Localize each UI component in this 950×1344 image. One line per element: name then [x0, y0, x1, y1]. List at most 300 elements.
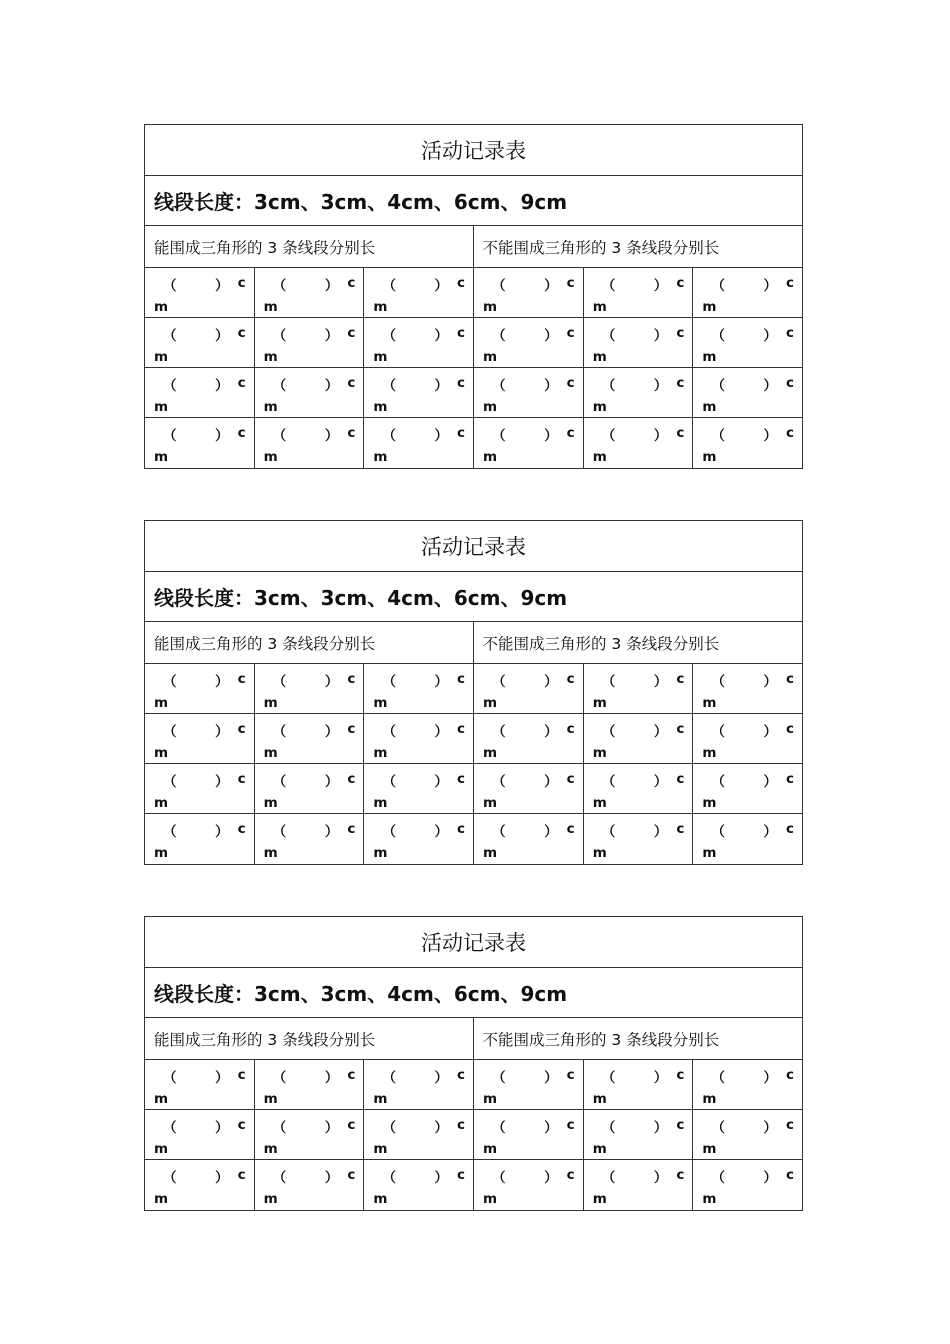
unit-m: m	[373, 1191, 388, 1207]
close-paren: ）	[653, 1120, 668, 1136]
unit-m: m	[483, 1091, 498, 1107]
unit-m: m	[483, 1141, 498, 1157]
length-entry-cell[interactable]	[693, 318, 802, 367]
column-headers	[145, 1018, 802, 1060]
close-paren: ）	[434, 824, 449, 840]
unit-c: c	[237, 275, 246, 291]
close-paren: ）	[215, 774, 229, 790]
length-entry-cell[interactable]	[145, 1060, 255, 1109]
open-paren: （	[492, 724, 506, 740]
unit-m: m	[483, 399, 498, 415]
unit-c: c	[786, 1117, 795, 1133]
unit-m: m	[592, 449, 607, 465]
close-paren: ）	[763, 328, 778, 344]
length-entry-cell[interactable]	[474, 318, 584, 367]
column-headers	[145, 226, 802, 268]
close-paren: ）	[324, 1170, 339, 1186]
close-paren: ）	[434, 1070, 449, 1086]
unit-c: c	[237, 771, 246, 787]
unit-c: c	[786, 671, 795, 687]
length-entry-cell[interactable]	[584, 714, 694, 763]
unit-c: c	[237, 671, 246, 687]
length-entry-cell[interactable]	[364, 664, 474, 713]
open-paren: （	[382, 328, 396, 344]
length-entry-cell[interactable]	[584, 1110, 694, 1159]
unit-m: m	[483, 795, 498, 811]
unit-m: m	[373, 1091, 388, 1107]
unit-m: m	[373, 399, 388, 415]
table-row	[145, 1110, 802, 1160]
length-entry-cell[interactable]	[145, 418, 255, 468]
unit-c: c	[347, 275, 356, 291]
open-paren: （	[382, 724, 396, 740]
unit-c: c	[457, 375, 466, 391]
segment-lengths: 线段长度：3cm、3cm、4cm、6cm、9cm	[145, 572, 802, 622]
open-paren: （	[601, 1120, 616, 1136]
close-paren: ）	[653, 328, 668, 344]
close-paren: ）	[763, 1070, 778, 1086]
unit-c: c	[237, 325, 246, 341]
segment-lengths: 线段长度：3cm、3cm、4cm、6cm、9cm	[145, 176, 802, 226]
unit-c: c	[237, 1167, 246, 1183]
unit-c: c	[786, 275, 795, 291]
unit-m: m	[702, 1091, 717, 1107]
length-entry-cell[interactable]	[145, 714, 255, 763]
close-paren: ）	[434, 1170, 449, 1186]
unit-c: c	[457, 325, 466, 341]
unit-c: c	[566, 425, 575, 441]
open-paren: （	[382, 1070, 396, 1086]
unit-m: m	[483, 349, 498, 365]
open-paren: （	[382, 278, 396, 294]
unit-m: m	[154, 299, 169, 315]
open-paren: （	[711, 328, 725, 344]
length-entry-cell[interactable]	[474, 814, 584, 864]
unit-c: c	[457, 821, 466, 837]
table-row	[145, 418, 802, 468]
length-entry-cell[interactable]	[584, 1160, 694, 1210]
open-paren: （	[163, 328, 177, 344]
length-entry-cell[interactable]	[474, 1110, 584, 1159]
table-row	[145, 764, 802, 814]
length-entry-cell[interactable]	[693, 814, 802, 864]
unit-m: m	[483, 745, 498, 761]
open-paren: （	[601, 1070, 616, 1086]
unit-m: m	[702, 1191, 717, 1207]
open-paren: （	[163, 428, 177, 444]
close-paren: ）	[324, 824, 339, 840]
length-entry-cell[interactable]	[255, 418, 365, 468]
column-headers	[145, 622, 802, 664]
unit-c: c	[347, 375, 356, 391]
close-paren: ）	[215, 674, 229, 690]
length-entry-cell[interactable]	[255, 1060, 365, 1109]
length-entry-cell[interactable]	[584, 664, 694, 713]
unit-m: m	[263, 1091, 278, 1107]
length-entry-cell[interactable]	[693, 368, 802, 417]
open-paren: （	[163, 1170, 177, 1186]
length-entry-cell[interactable]	[255, 714, 365, 763]
length-entry-cell[interactable]	[584, 368, 694, 417]
open-paren: （	[272, 278, 287, 294]
length-entry-cell[interactable]	[693, 268, 802, 317]
unit-m: m	[263, 299, 278, 315]
length-entry-cell[interactable]	[693, 764, 802, 813]
length-entry-cell[interactable]	[474, 714, 584, 763]
open-paren: （	[711, 824, 725, 840]
length-entry-cell[interactable]	[364, 418, 474, 468]
length-entry-cell[interactable]	[145, 268, 255, 317]
unit-c: c	[566, 1167, 575, 1183]
unit-c: c	[237, 1117, 246, 1133]
unit-m: m	[702, 1141, 717, 1157]
close-paren: ）	[434, 1120, 449, 1136]
length-entry-cell[interactable]	[255, 268, 365, 317]
length-entry-cell[interactable]	[255, 318, 365, 367]
length-entry-cell[interactable]	[693, 664, 802, 713]
open-paren: （	[272, 378, 287, 394]
table-row	[145, 1160, 802, 1210]
open-paren: （	[272, 1120, 287, 1136]
close-paren: ）	[215, 428, 229, 444]
unit-m: m	[373, 845, 388, 861]
unit-c: c	[566, 821, 575, 837]
close-paren: ）	[763, 724, 778, 740]
unit-m: m	[702, 349, 717, 365]
length-entry-cell[interactable]	[474, 764, 584, 813]
open-paren: （	[163, 824, 177, 840]
unit-c: c	[457, 771, 466, 787]
close-paren: ）	[653, 774, 668, 790]
unit-m: m	[154, 845, 169, 861]
close-paren: ）	[763, 674, 778, 690]
unit-m: m	[154, 349, 169, 365]
unit-m: m	[702, 449, 717, 465]
unit-m: m	[592, 1141, 607, 1157]
length-entry-cell[interactable]	[364, 764, 474, 813]
length-entry-cell[interactable]	[474, 1060, 584, 1109]
table-row	[145, 318, 802, 368]
unit-m: m	[373, 695, 388, 711]
header-cannot-form-triangle: 不能围成三角形的 3 条线段分别长	[482, 238, 720, 257]
open-paren: （	[492, 1070, 506, 1086]
length-entry-cell[interactable]	[584, 814, 694, 864]
open-paren: （	[382, 1120, 396, 1136]
close-paren: ）	[434, 278, 449, 294]
length-entry-cell[interactable]	[584, 418, 694, 468]
close-paren: ）	[653, 1070, 668, 1086]
close-paren: ）	[324, 1120, 339, 1136]
close-paren: ）	[324, 278, 339, 294]
open-paren: （	[163, 378, 177, 394]
close-paren: ）	[434, 674, 449, 690]
close-paren: ）	[544, 1120, 558, 1136]
unit-m: m	[592, 795, 607, 811]
open-paren: （	[711, 674, 725, 690]
table-row	[145, 814, 802, 864]
length-entry-cell[interactable]	[255, 1110, 365, 1159]
unit-c: c	[676, 721, 685, 737]
close-paren: ）	[763, 278, 778, 294]
length-entry-cell[interactable]	[364, 368, 474, 417]
unit-m: m	[154, 695, 169, 711]
unit-c: c	[676, 275, 685, 291]
close-paren: ）	[763, 1120, 778, 1136]
unit-m: m	[592, 695, 607, 711]
unit-m: m	[592, 1191, 607, 1207]
length-entry-cell[interactable]	[255, 368, 365, 417]
unit-c: c	[457, 425, 466, 441]
activity-record-table	[144, 124, 803, 469]
table-row	[145, 664, 802, 714]
unit-c: c	[457, 1167, 466, 1183]
close-paren: ）	[544, 1070, 558, 1086]
length-entry-cell[interactable]	[255, 664, 365, 713]
open-paren: （	[601, 674, 616, 690]
unit-c: c	[786, 771, 795, 787]
open-paren: （	[272, 824, 287, 840]
unit-c: c	[566, 671, 575, 687]
close-paren: ）	[215, 1170, 229, 1186]
unit-c: c	[676, 325, 685, 341]
open-paren: （	[382, 1170, 396, 1186]
length-entry-cell[interactable]	[364, 814, 474, 864]
unit-c: c	[347, 721, 356, 737]
open-paren: （	[382, 774, 396, 790]
open-paren: （	[382, 824, 396, 840]
table-title: 活动记录表	[145, 521, 802, 572]
length-entry-cell[interactable]	[693, 1160, 802, 1210]
unit-m: m	[263, 349, 278, 365]
close-paren: ）	[653, 1170, 668, 1186]
unit-m: m	[592, 745, 607, 761]
length-entry-cell[interactable]	[693, 714, 802, 763]
unit-c: c	[786, 325, 795, 341]
close-paren: ）	[544, 378, 558, 394]
open-paren: （	[601, 1170, 616, 1186]
close-paren: ）	[653, 278, 668, 294]
length-entry-cell[interactable]	[364, 1160, 474, 1210]
unit-c: c	[566, 771, 575, 787]
length-entry-cell[interactable]	[255, 1160, 365, 1210]
unit-c: c	[237, 425, 246, 441]
unit-m: m	[263, 1141, 278, 1157]
open-paren: （	[711, 724, 725, 740]
close-paren: ）	[763, 774, 778, 790]
open-paren: （	[601, 378, 616, 394]
unit-m: m	[373, 349, 388, 365]
table-row	[145, 714, 802, 764]
length-entry-cell[interactable]	[364, 1110, 474, 1159]
unit-c: c	[347, 425, 356, 441]
open-paren: （	[272, 1070, 287, 1086]
open-paren: （	[711, 774, 725, 790]
length-entry-cell[interactable]	[255, 764, 365, 813]
open-paren: （	[601, 774, 616, 790]
close-paren: ）	[324, 674, 339, 690]
open-paren: （	[163, 278, 177, 294]
open-paren: （	[711, 378, 725, 394]
close-paren: ）	[653, 378, 668, 394]
open-paren: （	[272, 428, 287, 444]
unit-c: c	[786, 721, 795, 737]
close-paren: ）	[324, 774, 339, 790]
length-entry-cell[interactable]	[584, 318, 694, 367]
unit-m: m	[154, 1091, 169, 1107]
unit-c: c	[566, 275, 575, 291]
length-entry-cell[interactable]	[364, 268, 474, 317]
unit-m: m	[154, 745, 169, 761]
open-paren: （	[601, 278, 616, 294]
length-entry-cell[interactable]	[364, 714, 474, 763]
open-paren: （	[492, 278, 506, 294]
unit-c: c	[347, 1117, 356, 1133]
unit-c: c	[676, 671, 685, 687]
header-can-form-triangle: 能围成三角形的 3 条线段分别长	[145, 226, 474, 267]
unit-c: c	[457, 721, 466, 737]
close-paren: ）	[763, 1170, 778, 1186]
unit-m: m	[373, 449, 388, 465]
close-paren: ）	[434, 774, 449, 790]
close-paren: ）	[324, 428, 339, 444]
close-paren: ）	[763, 824, 778, 840]
unit-m: m	[263, 695, 278, 711]
unit-c: c	[566, 721, 575, 737]
length-entry-cell[interactable]	[584, 268, 694, 317]
open-paren: （	[601, 724, 616, 740]
unit-c: c	[457, 1067, 466, 1083]
length-entry-cell[interactable]	[693, 1110, 802, 1159]
unit-m: m	[702, 299, 717, 315]
unit-m: m	[702, 845, 717, 861]
open-paren: （	[711, 428, 725, 444]
open-paren: （	[601, 428, 616, 444]
table-row	[145, 1060, 802, 1110]
length-entry-cell[interactable]	[145, 1160, 255, 1210]
unit-m: m	[592, 845, 607, 861]
length-entry-cell[interactable]	[474, 664, 584, 713]
unit-c: c	[786, 1167, 795, 1183]
close-paren: ）	[215, 278, 229, 294]
length-entry-cell[interactable]	[474, 368, 584, 417]
open-paren: （	[492, 674, 506, 690]
open-paren: （	[492, 1170, 506, 1186]
table-row	[145, 268, 802, 318]
length-entry-cell[interactable]	[474, 268, 584, 317]
close-paren: ）	[544, 724, 558, 740]
unit-c: c	[566, 375, 575, 391]
length-entry-cell[interactable]	[145, 764, 255, 813]
length-entry-cell[interactable]	[364, 1060, 474, 1109]
length-entry-cell[interactable]	[693, 1060, 802, 1109]
length-entry-cell[interactable]	[474, 418, 584, 468]
close-paren: ）	[434, 328, 449, 344]
open-paren: （	[711, 1120, 725, 1136]
open-paren: （	[382, 378, 396, 394]
length-entry-cell[interactable]	[693, 418, 802, 468]
segment-lengths: 线段长度：3cm、3cm、4cm、6cm、9cm	[145, 968, 802, 1018]
close-paren: ）	[434, 724, 449, 740]
unit-m: m	[702, 695, 717, 711]
unit-c: c	[676, 425, 685, 441]
close-paren: ）	[434, 428, 449, 444]
length-entry-cell[interactable]	[145, 368, 255, 417]
open-paren: （	[163, 774, 177, 790]
unit-c: c	[676, 375, 685, 391]
length-entry-cell[interactable]	[145, 318, 255, 367]
unit-c: c	[347, 771, 356, 787]
open-paren: （	[272, 328, 287, 344]
length-entry-cell[interactable]	[584, 764, 694, 813]
unit-m: m	[263, 399, 278, 415]
unit-m: m	[592, 399, 607, 415]
open-paren: （	[492, 774, 506, 790]
activity-record-table	[144, 916, 803, 1211]
unit-m: m	[263, 1191, 278, 1207]
open-paren: （	[163, 1070, 177, 1086]
length-entry-cell[interactable]	[145, 814, 255, 864]
open-paren: （	[492, 824, 506, 840]
open-paren: （	[163, 724, 177, 740]
length-entry-cell[interactable]	[474, 1160, 584, 1210]
length-entry-cell[interactable]	[145, 1110, 255, 1159]
unit-c: c	[566, 325, 575, 341]
length-entry-cell[interactable]	[145, 664, 255, 713]
close-paren: ）	[215, 724, 229, 740]
close-paren: ）	[653, 428, 668, 444]
table-row	[145, 368, 802, 418]
open-paren: （	[272, 774, 287, 790]
unit-c: c	[676, 1067, 685, 1083]
header-can-form-triangle: 能围成三角形的 3 条线段分别长	[145, 622, 474, 663]
close-paren: ）	[324, 378, 339, 394]
length-entry-cell[interactable]	[584, 1060, 694, 1109]
open-paren: （	[492, 1120, 506, 1136]
length-entry-cell[interactable]	[364, 318, 474, 367]
open-paren: （	[272, 674, 287, 690]
table-title: 活动记录表	[145, 125, 802, 176]
close-paren: ）	[544, 1170, 558, 1186]
unit-c: c	[237, 821, 246, 837]
header-cannot-form-triangle: 不能围成三角形的 3 条线段分别长	[482, 1030, 720, 1049]
unit-c: c	[457, 671, 466, 687]
open-paren: （	[272, 724, 287, 740]
close-paren: ）	[653, 674, 668, 690]
unit-c: c	[566, 1067, 575, 1083]
close-paren: ）	[544, 278, 558, 294]
open-paren: （	[492, 428, 506, 444]
unit-m: m	[483, 449, 498, 465]
close-paren: ）	[544, 328, 558, 344]
close-paren: ）	[215, 824, 229, 840]
unit-c: c	[457, 1117, 466, 1133]
unit-c: c	[347, 1167, 356, 1183]
unit-c: c	[786, 821, 795, 837]
length-entry-cell[interactable]	[255, 814, 365, 864]
unit-m: m	[702, 399, 717, 415]
unit-m: m	[702, 745, 717, 761]
open-paren: （	[492, 378, 506, 394]
unit-m: m	[483, 695, 498, 711]
open-paren: （	[711, 1070, 725, 1086]
unit-m: m	[373, 1141, 388, 1157]
unit-c: c	[347, 671, 356, 687]
unit-m: m	[592, 299, 607, 315]
close-paren: ）	[763, 428, 778, 444]
open-paren: （	[601, 328, 616, 344]
open-paren: （	[382, 674, 396, 690]
unit-m: m	[592, 349, 607, 365]
